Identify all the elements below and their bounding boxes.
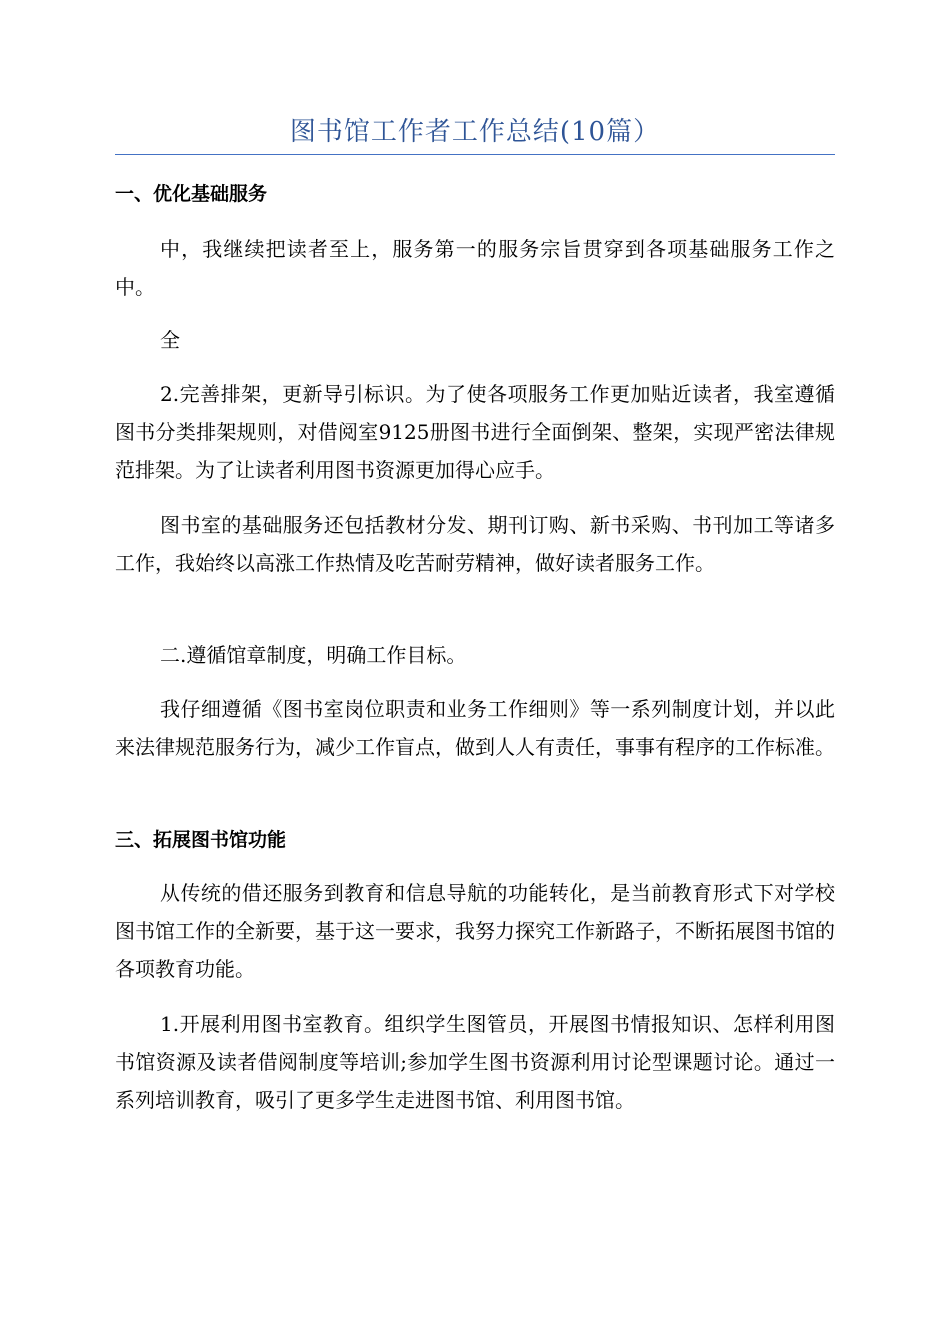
paragraph-3: 2.完善排架，更新导引标识。为了使各项服务工作更加贴近读者，我室遵循图书分类排架规则，对借阅室9125册图书进行全面倒架、整架，实现严密法律规范排架。为了让读者利用图书资源更加得心应手。 [115, 382, 835, 482]
document-title: 图书馆工作者工作总结(10篇） [289, 117, 661, 147]
section-heading-1: 一、优化基础服务 [115, 183, 268, 205]
paragraph-1: 中，我继续把读者至上，服务第一的服务宗旨贯穿到各项基础服务工作之中。 [115, 237, 835, 299]
paragraph-4: 图书室的基础服务还包括教材分发、期刊订购、新书采购、书刊加工等诸多工作，我始终以高涨工作热情及吃苦耐劳精神，做好读者服务工作。 [115, 513, 835, 575]
paragraph-6: 我仔细遵循《图书室岗位职责和业务工作细则》等一系列制度计划，并以此来法律规范服务行为，减少工作盲点，做到人人有责任，事事有程序的工作标准。 [115, 697, 835, 759]
paragraph-7: 从传统的借还服务到教育和信息导航的功能转化，是当前教育形式下对学校图书馆工作的全新要，基于这一要求，我努力探究工作新路子，不断拓展图书馆的各项教育功能。 [115, 881, 835, 981]
paragraph-5: 二.遵循馆章制度，明确工作目标。 [160, 643, 467, 667]
paragraph-8: 1.开展利用图书室教育。组织学生图管员，开展图书情报知识、怎样利用图书馆资源及读者借阅制度等培训;参加学生图书资源利用讨论型课题讨论。通过一系列培训教育，吸引了更多学生走进图书馆、利用图书馆。 [115, 1012, 835, 1112]
section-heading-3: 三、拓展图书馆功能 [115, 829, 287, 851]
title-divider [115, 154, 835, 155]
paragraph-2: 全 [160, 328, 180, 352]
